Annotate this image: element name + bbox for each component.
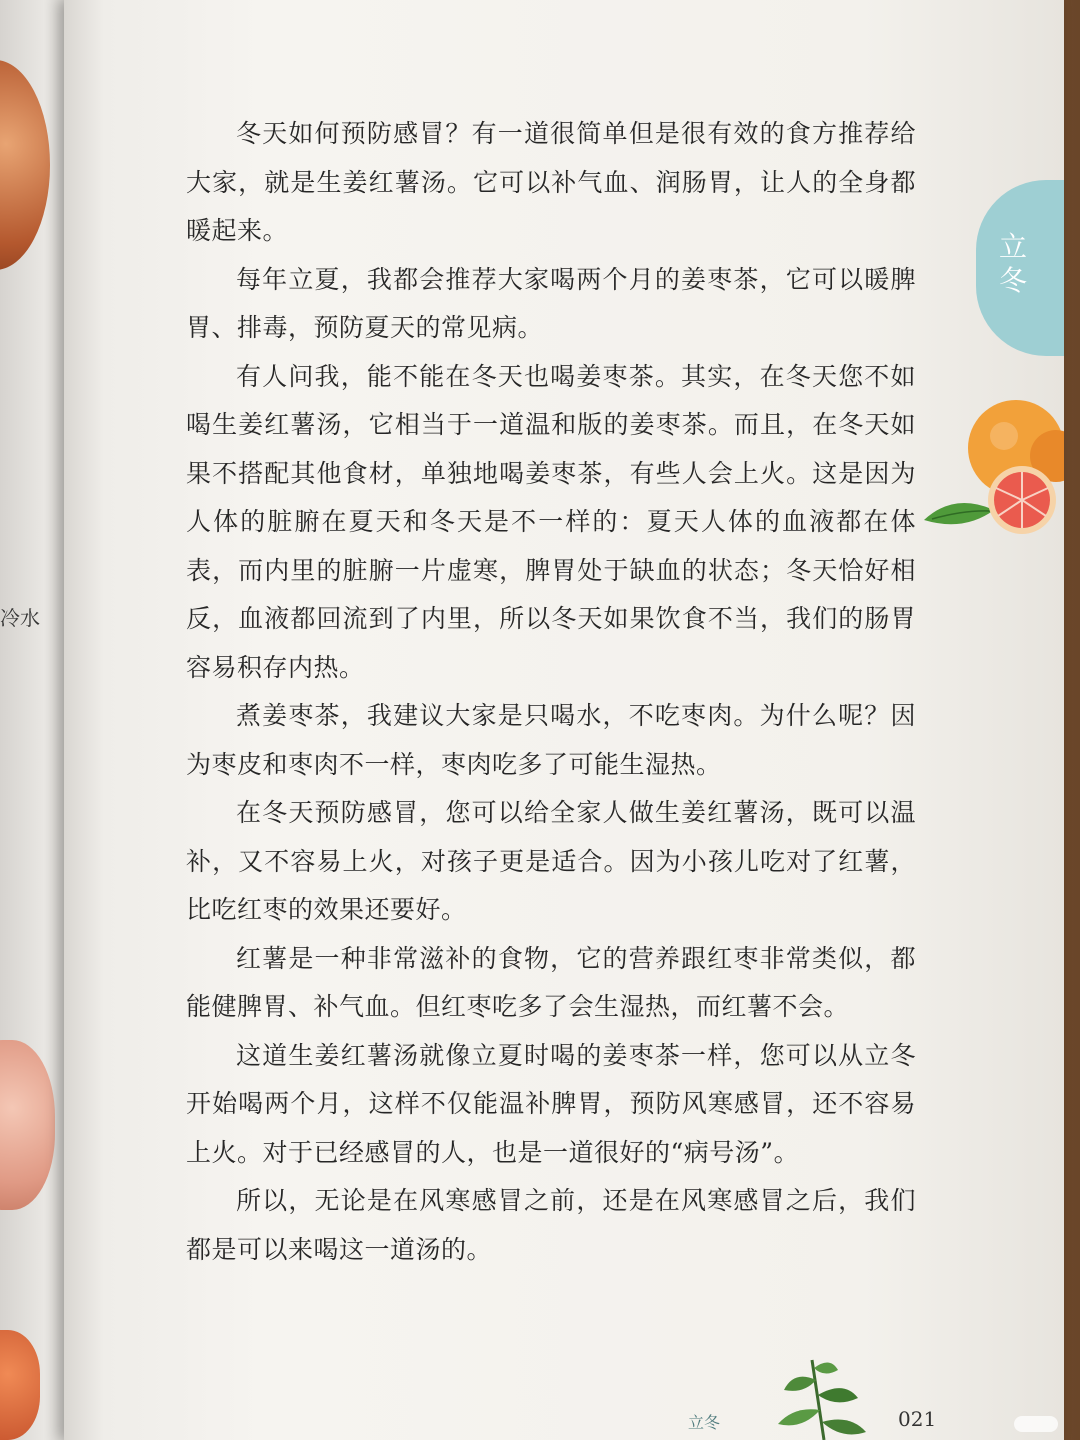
season-tab-label: 立冬	[998, 230, 1027, 297]
footer-section-label: 立冬	[688, 1413, 721, 1432]
food-photo-fragment-bottom	[0, 1330, 40, 1440]
paragraph-6: 红薯是一种非常滋补的食物，它的营养跟红枣非常类似，都能健脾胃、补气血。但红枣吃多了会生湿热，而红薯不会。	[186, 943, 916, 1021]
season-tab	[976, 180, 1064, 356]
paragraph-1: 冬天如何预防感冒？有一道很简单但是很有效的食方推荐给大家，就是生姜红薯汤。它可以补气血、润肠胃，让人的全身都暖起来。	[186, 119, 916, 245]
book-page	[64, 0, 1064, 1440]
body-text	[186, 110, 916, 1274]
sweet-potato-photo	[0, 60, 50, 270]
herb-illustration	[754, 1350, 894, 1440]
paragraph-8: 所以，无论是在风寒感冒之前，还是在风寒感冒之后，我们都是可以来喝这一道汤的。	[186, 1186, 916, 1264]
paragraph-4: 煮姜枣茶，我建议大家是只喝水，不吃枣肉。为什么呢？因为枣皮和枣肉不一样，枣肉吃多了可能生湿热。	[186, 701, 916, 779]
page-number: 021	[898, 1407, 937, 1431]
paragraph-7: 这道生姜红薯汤就像立夏时喝的姜枣茶一样，您可以从立冬开始喝两个月，这样不仅能温补脾胃，预防风寒感冒，还不容易上火。对于已经感冒的人，也是一道很好的“病号汤”。	[186, 1040, 916, 1167]
paragraph-2: 每年立夏，我都会推荐大家喝两个月的姜枣茶，它可以暖脾胃、排毒，预防夏天的常见病。	[186, 264, 916, 342]
grapefruit-illustration	[924, 392, 1064, 552]
paragraph-5: 在冬天预防感冒，您可以给全家人做生姜红薯汤，既可以温补，又不容易上火，对孩子更是适合。因为小孩儿吃对了红薯，比吃红枣的效果还要好。	[186, 798, 916, 924]
food-photo-fragment	[0, 1040, 55, 1210]
left-page-text-fragment: 冷水	[0, 606, 40, 630]
paragraph-3: 有人问我，能不能在冬天也喝姜枣茶。其实，在冬天您不如喝生姜红薯汤，它相当于一道温和版的姜枣茶。而且，在冬天如果不搭配其他食材，单独地喝姜枣茶，有些人会上火。这是因为人体的脏腑在夏天和冬天是不一样的：夏天人体的血液都在体表，而内里的脏腑一片虚寒，脾胃处于缺血的状态；冬天恰好相反，血液都回流到了内里，所以冬天如果饮食不当，我们的肠胃容易积存内热。	[186, 361, 916, 682]
watermark-badge	[1014, 1416, 1058, 1432]
